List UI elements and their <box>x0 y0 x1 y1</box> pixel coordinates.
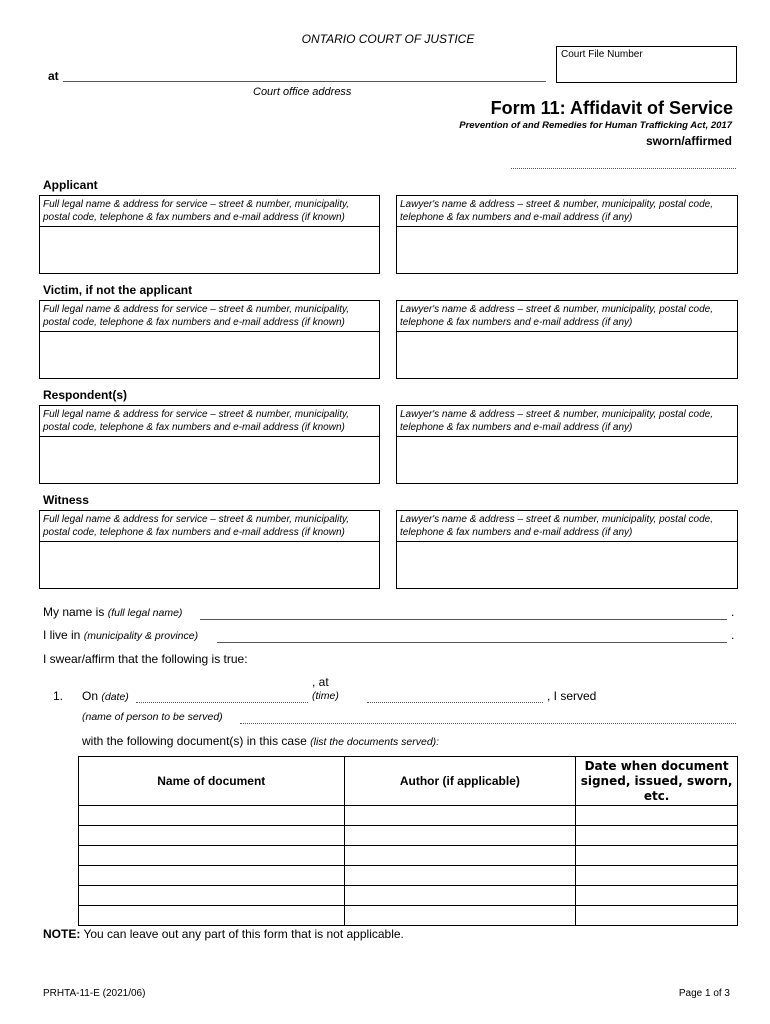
court-office-address-field[interactable] <box>63 81 546 82</box>
time-hint: (time) <box>312 690 339 702</box>
note <box>43 927 404 941</box>
court-file-number-box[interactable] <box>556 46 737 83</box>
live-in-period: . <box>731 628 735 642</box>
my-name-label: My name is <box>43 605 105 619</box>
full-legal-name-hint: (full legal name) <box>107 607 183 619</box>
service-time-field[interactable] <box>367 702 543 703</box>
witness-info-box[interactable] <box>39 510 380 589</box>
document-name-cell[interactable] <box>79 826 345 846</box>
document-name-cell[interactable] <box>79 846 345 866</box>
documents-line <box>82 734 439 748</box>
court-name: ONTARIO COURT OF JUSTICE <box>301 32 475 46</box>
form-title: Form 11: Affidavit of Service <box>490 98 733 118</box>
applicant-info-header: Full legal name & address for service – street & number, municipality, postal code, telephone & fax numbers and e-mail address (if known) <box>40 196 379 227</box>
respondent-lawyer-header: Lawyer's name & address – street & number, municipality, postal code, telephone & fax numbers and e-mail address (if any) <box>397 406 737 437</box>
victim-info-header: Full legal name & address for service – street & number, municipality, postal code, telephone & fax numbers and e-mail address (if known) <box>40 301 379 332</box>
act-title: Prevention of and Remedies for Human Trafficking Act, 2017 <box>459 120 732 131</box>
witness-lawyer-box[interactable] <box>396 510 738 589</box>
respondent-lawyer-box[interactable] <box>396 405 738 484</box>
service-date-field[interactable] <box>136 702 308 703</box>
table-row <box>79 806 738 826</box>
applicant-info-box[interactable] <box>39 195 380 274</box>
date-cell[interactable] <box>576 846 738 866</box>
author-cell[interactable] <box>344 846 576 866</box>
author-cell[interactable] <box>344 866 576 886</box>
author-cell[interactable] <box>344 826 576 846</box>
table-row <box>79 846 738 866</box>
date-cell[interactable] <box>576 806 738 826</box>
respondent-info-box[interactable] <box>39 405 380 484</box>
date-cell[interactable] <box>576 866 738 886</box>
court-office-address-label: Court office address <box>253 86 352 98</box>
author-cell[interactable] <box>344 906 576 926</box>
comma-at-label: , at <box>312 675 329 689</box>
documents-table <box>78 756 738 926</box>
documents-table-header <box>79 757 738 806</box>
table-row <box>79 906 738 926</box>
at-label: at <box>48 69 59 83</box>
date-hint: (date) <box>101 691 129 703</box>
col-header-date: Date when document signed, issued, sworn, etc. <box>576 757 738 806</box>
party-label-respondent: Respondent(s) <box>43 388 127 402</box>
live-in-line <box>43 628 198 642</box>
party-label-victim: Victim, if not the applicant <box>43 283 193 297</box>
col-header-document-name: Name of document <box>79 757 345 806</box>
victim-lawyer-box[interactable] <box>396 300 738 379</box>
form-code: PRHTA-11-E (2021/06) <box>43 988 146 999</box>
item-number: 1. <box>53 689 64 703</box>
court-file-number-label: Court File Number <box>561 49 643 60</box>
municipality-field[interactable] <box>217 642 727 643</box>
documents-hint: (list the documents served): <box>310 736 440 748</box>
note-label: NOTE: <box>43 927 81 941</box>
table-row <box>79 886 738 906</box>
author-cell[interactable] <box>344 886 576 906</box>
note-text: You can leave out any part of this form that is not applicable. <box>80 927 404 941</box>
party-label-witness: Witness <box>43 493 89 507</box>
municipality-hint: (municipality & province) <box>83 630 199 642</box>
sworn-affirmed-label: sworn/affirmed <box>645 134 732 148</box>
document-name-cell[interactable] <box>79 886 345 906</box>
party-label-applicant: Applicant <box>43 178 98 192</box>
person-served-hint: (name of person to be served) <box>82 711 223 723</box>
table-row <box>79 866 738 886</box>
date-cell[interactable] <box>576 886 738 906</box>
col-header-author: Author (if applicable) <box>344 757 576 806</box>
date-cell[interactable] <box>576 906 738 926</box>
document-name-cell[interactable] <box>79 866 345 886</box>
my-name-line <box>43 605 182 619</box>
on-date-label <box>82 689 129 703</box>
witness-lawyer-header: Lawyer's name & address – street & number, municipality, postal code, telephone & fax numbers and e-mail address (if any) <box>397 511 737 542</box>
applicant-lawyer-header: Lawyer's name & address – street & number, municipality, postal code, telephone & fax numbers and e-mail address (if any) <box>397 196 737 227</box>
page-number: Page 1 of 3 <box>678 988 730 999</box>
witness-info-header: Full legal name & address for service – street & number, municipality, postal code, telephone & fax numbers and e-mail address (if known) <box>40 511 379 542</box>
live-in-label: I live in <box>43 628 81 642</box>
person-served-field[interactable] <box>240 723 736 724</box>
victim-lawyer-header: Lawyer's name & address – street & number, municipality, postal code, telephone & fax numbers and e-mail address (if any) <box>397 301 737 332</box>
full-legal-name-field[interactable] <box>200 619 727 620</box>
respondent-info-header: Full legal name & address for service – street & number, municipality, postal code, telephone & fax numbers and e-mail address (if known) <box>40 406 379 437</box>
victim-info-box[interactable] <box>39 300 380 379</box>
on-label: On <box>82 689 99 703</box>
applicant-lawyer-box[interactable] <box>396 195 738 274</box>
table-row <box>79 826 738 846</box>
sworn-date-field[interactable] <box>511 168 736 169</box>
documents-text: with the following document(s) in this case <box>82 734 307 748</box>
swear-statement: I swear/affirm that the following is true: <box>43 652 248 666</box>
date-cell[interactable] <box>576 826 738 846</box>
i-served-label: , I served <box>547 689 597 703</box>
document-name-cell[interactable] <box>79 806 345 826</box>
document-name-cell[interactable] <box>79 906 345 926</box>
author-cell[interactable] <box>344 806 576 826</box>
name-period: . <box>731 605 735 619</box>
